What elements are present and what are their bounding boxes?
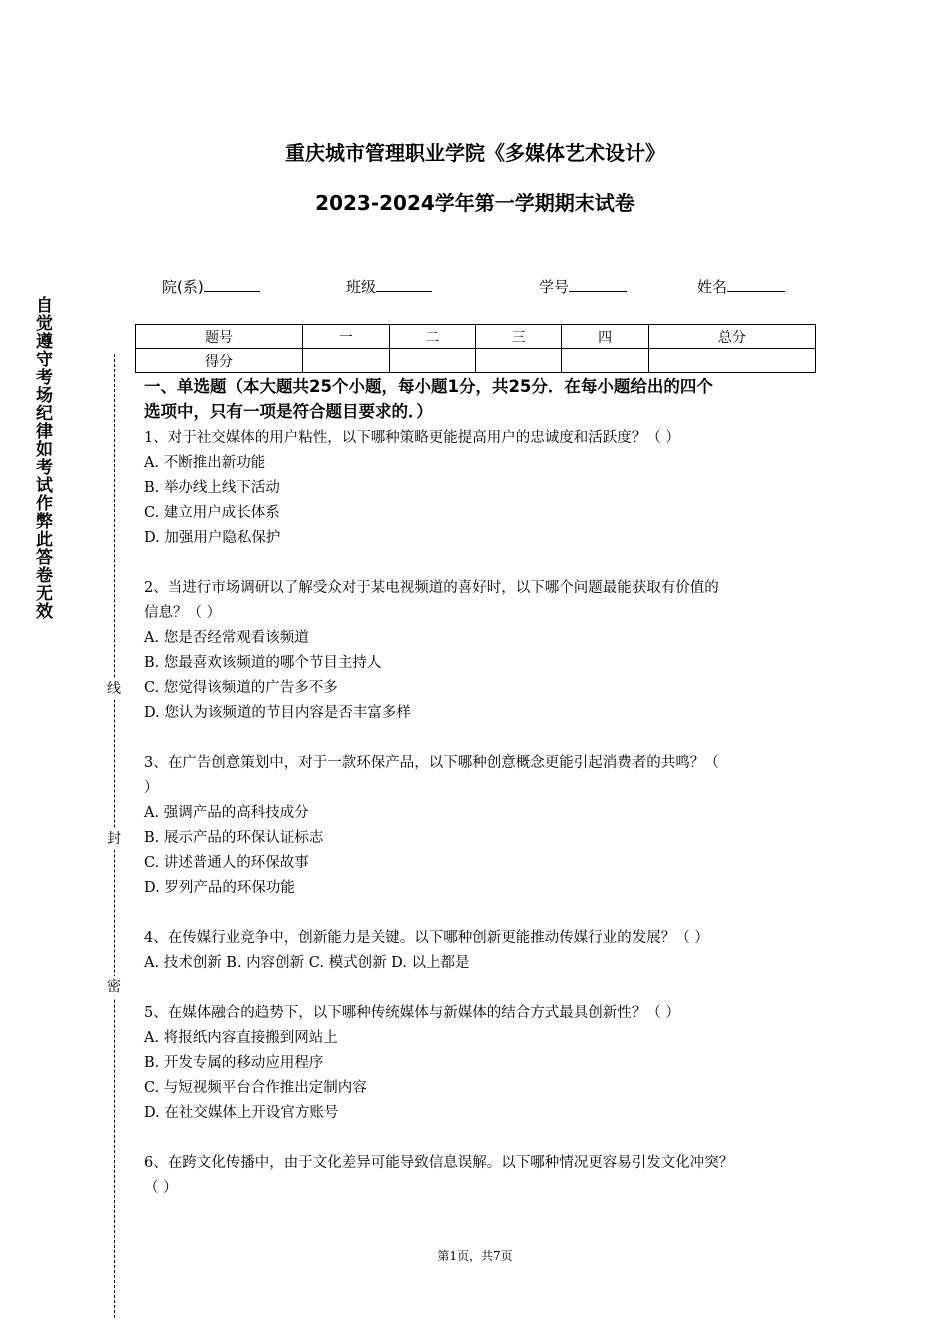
exam-title-line1: 重庆城市管理职业学院《多媒体艺术设计》 (285, 141, 665, 165)
section-heading (144, 374, 816, 424)
question-text: 3、在广告创意策划中，对于一款环保产品，以下哪种创意概念更能引起消费者的共鸣？（ (144, 755, 719, 771)
question-text: 信息？（ ） (144, 605, 222, 621)
option-b[interactable]: B. 您最喜欢该频道的哪个节目主持人 (144, 655, 382, 671)
score-header-cell: 二 (389, 325, 475, 349)
question-3 (144, 751, 816, 901)
score-cell[interactable] (648, 349, 815, 373)
question-text: 5、在媒体融合的趋势下，以下哪种传统媒体与新媒体的结合方式最具创新性？（ ） (144, 1005, 680, 1021)
question-6 (144, 1151, 816, 1201)
option-c[interactable]: C. 您觉得该频道的广告多不多 (144, 680, 338, 696)
option-c[interactable]: C. 建立用户成长体系 (144, 505, 280, 521)
score-header-cell: 总分 (648, 325, 815, 349)
score-table (135, 324, 816, 373)
question-text: ） (144, 780, 159, 796)
option-b[interactable]: B. 举办线上线下活动 (144, 480, 280, 496)
option-b[interactable]: B. 展示产品的环保认证标志 (144, 830, 324, 846)
name-label: 姓名 (697, 278, 728, 296)
question-text: 4、在传媒行业竞争中，创新能力是关键。以下哪种创新更能推动传媒行业的发展？（ ） (144, 930, 709, 946)
section-heading-line: 一、单选题（本大题共25个小题，每小题1分，共25分．在每小题给出的四个 (144, 377, 713, 396)
question-2 (144, 576, 816, 726)
class-field[interactable] (346, 276, 432, 297)
score-cell[interactable] (562, 349, 648, 373)
option-a[interactable]: A. 将报纸内容直接搬到网站上 (144, 1030, 338, 1046)
class-blank[interactable] (376, 277, 432, 292)
student-id-field[interactable] (539, 276, 627, 297)
options-inline[interactable]: A. 技术创新 B. 内容创新 C. 模式创新 D. 以上都是 (144, 955, 470, 971)
score-header-cell: 一 (303, 325, 389, 349)
dept-label: 院(系) (162, 278, 204, 296)
question-4 (144, 926, 816, 976)
name-field[interactable] (697, 276, 785, 297)
dept-blank[interactable] (204, 277, 260, 292)
page-number: 第1页，共7页 (437, 1249, 513, 1263)
option-a[interactable]: A. 您是否经常观看该频道 (144, 630, 309, 646)
option-c[interactable]: C. 与短视频平台合作推出定制内容 (144, 1080, 367, 1096)
option-c[interactable]: C. 讲述普通人的环保故事 (144, 855, 309, 871)
question-text: 1、对于社交媒体的用户粘性，以下哪种策略更能提高用户的忠诚度和活跃度？（ ） (144, 430, 680, 446)
question-1 (144, 426, 816, 551)
option-d[interactable]: D. 在社交媒体上开设官方账号 (144, 1105, 339, 1121)
section-heading-line: 选项中，只有一项是符合题目要求的．） (144, 402, 433, 421)
score-cell[interactable] (303, 349, 389, 373)
exam-discipline-warning: 自觉遵守考场纪律如考试作弊此答卷无效 (32, 296, 52, 620)
question-text: 6、在跨文化传播中，由于文化差异可能导致信息误解。以下哪种情况更容易引发文化冲突？ (144, 1155, 734, 1171)
exam-content (144, 374, 816, 1226)
score-table-header-row (136, 325, 816, 349)
option-d[interactable]: D. 罗列产品的环保功能 (144, 880, 295, 896)
question-text: （ ） (144, 1180, 178, 1196)
score-header-cell: 四 (562, 325, 648, 349)
seal-char-feng: 封 (105, 828, 123, 850)
option-a[interactable]: A. 强调产品的高科技成分 (144, 805, 309, 821)
exam-title-line2: 2023-2024学年第一学期期末试卷 (315, 191, 635, 215)
question-text: 2、当进行市场调研以了解受众对于某电视频道的喜好时，以下哪个问题最能获取有价值的 (144, 580, 719, 596)
option-d[interactable]: D. 您认为该频道的节目内容是否丰富多样 (144, 705, 411, 721)
seal-char-mi: 密 (105, 976, 123, 998)
score-header-cell: 三 (475, 325, 561, 349)
score-table-score-row (136, 349, 816, 373)
score-row-label: 得分 (136, 349, 303, 373)
option-b[interactable]: B. 开发专属的移动应用程序 (144, 1055, 324, 1071)
name-blank[interactable] (727, 277, 785, 292)
score-cell[interactable] (389, 349, 475, 373)
score-cell[interactable] (475, 349, 561, 373)
class-label: 班级 (346, 278, 377, 296)
option-d[interactable]: D. 加强用户隐私保护 (144, 530, 281, 546)
option-a[interactable]: A. 不断推出新功能 (144, 455, 266, 471)
student-id-label: 学号 (539, 278, 570, 296)
question-5 (144, 1001, 816, 1126)
score-header-cell: 题号 (136, 325, 303, 349)
dept-field[interactable] (162, 276, 260, 297)
student-id-blank[interactable] (569, 277, 627, 292)
seal-char-xian: 线 (105, 678, 123, 700)
